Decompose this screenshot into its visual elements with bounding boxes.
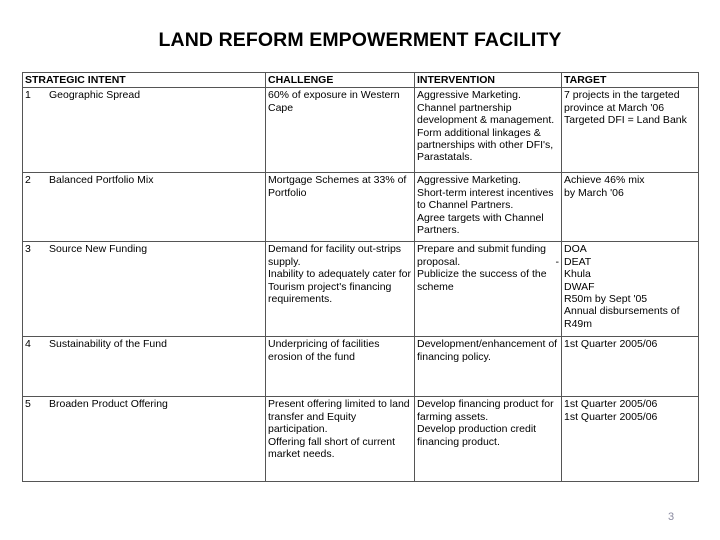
target-cell bbox=[562, 88, 699, 173]
target-line: Achieve 46% mix bbox=[564, 174, 645, 187]
intervention-line: Parastatals. bbox=[417, 151, 473, 164]
target-line: by March '06 bbox=[564, 186, 624, 199]
header-intervention: INTERVENTION bbox=[415, 73, 562, 88]
challenge-line: requirements. bbox=[268, 293, 333, 306]
challenge-cell bbox=[266, 173, 415, 242]
challenge-line: Underpricing of facilities bbox=[268, 338, 380, 351]
challenge-line: supply. bbox=[268, 255, 301, 268]
table-row bbox=[23, 173, 699, 242]
table-header-row bbox=[23, 73, 699, 88]
intervention-line: Aggressive Marketing. bbox=[417, 174, 521, 187]
intervention-line: partnerships with other DFI's, bbox=[417, 139, 554, 152]
intent-cell bbox=[23, 173, 266, 242]
target-line: R50m by Sept '05 bbox=[564, 293, 648, 306]
page-title: LAND REFORM EMPOWERMENT FACILITY bbox=[158, 29, 562, 51]
intervention-line: to Channel Partners. bbox=[417, 199, 514, 212]
intervention-line: Short-term interest incentives bbox=[417, 186, 554, 199]
intent-cell bbox=[23, 337, 266, 397]
challenge-line: participation. bbox=[268, 423, 328, 436]
header-challenge: CHALLENGE bbox=[266, 73, 415, 88]
intervention-cell bbox=[415, 242, 562, 337]
intervention-cell bbox=[415, 88, 562, 173]
target-line: 1st Quarter 2005/06 bbox=[564, 398, 658, 411]
intervention-line: Agree targets with Channel bbox=[417, 211, 544, 224]
row-number: 3 bbox=[25, 243, 31, 256]
row-number: 2 bbox=[25, 174, 31, 187]
challenge-line: erosion of the fund bbox=[268, 350, 355, 363]
table-row bbox=[23, 88, 699, 173]
target-cell bbox=[562, 397, 699, 482]
challenge-cell bbox=[266, 242, 415, 337]
table-row bbox=[23, 337, 699, 397]
challenge-line: 60% of exposure in Western bbox=[268, 89, 400, 102]
table-row bbox=[23, 242, 699, 337]
target-line: Annual disbursements of bbox=[564, 305, 680, 318]
intervention-line: financing policy. bbox=[417, 350, 491, 363]
intent-text: Geographic Spread bbox=[49, 89, 141, 102]
dash-mark: - bbox=[555, 255, 559, 268]
challenge-cell bbox=[266, 88, 415, 173]
header-strategic-intent: STRATEGIC INTENT bbox=[23, 73, 266, 88]
challenge-line: Tourism project's financing bbox=[268, 280, 392, 293]
page-number: 3 bbox=[668, 511, 675, 523]
intervention-line: Channel partnership bbox=[417, 101, 512, 114]
intervention-cell bbox=[415, 397, 562, 482]
intervention-line: Development/enhancement of bbox=[417, 338, 558, 351]
intervention-line: Develop production credit bbox=[417, 423, 537, 436]
target-line: 1st Quarter 2005/06 bbox=[564, 338, 658, 351]
intervention-line: Prepare and submit funding bbox=[417, 243, 546, 256]
intervention-line: scheme bbox=[417, 280, 454, 293]
intervention-cell bbox=[415, 173, 562, 242]
target-line: R49m bbox=[564, 317, 593, 330]
intervention-line: farming assets. bbox=[417, 410, 489, 423]
target-line: 7 projects in the targeted bbox=[564, 89, 680, 102]
row-number: 1 bbox=[25, 89, 31, 102]
row-number: 4 bbox=[25, 338, 31, 351]
intervention-line: Publicize the success of the bbox=[417, 268, 547, 281]
row-number: 5 bbox=[25, 398, 31, 411]
intent-text: Source New Funding bbox=[49, 243, 148, 256]
target-line: DWAF bbox=[564, 280, 595, 293]
intervention-line: development & management. bbox=[417, 114, 555, 127]
challenge-line: Offering fall short of current bbox=[268, 435, 396, 448]
challenge-cell bbox=[266, 337, 415, 397]
intent-text: Sustainability of the Fund bbox=[49, 338, 167, 351]
target-cell bbox=[562, 337, 699, 397]
target-line: DEAT bbox=[564, 255, 592, 268]
challenge-cell bbox=[266, 397, 415, 482]
target-line: DOA bbox=[564, 243, 587, 256]
intervention-line: Form additional linkages & bbox=[417, 126, 541, 139]
target-line: province at March '06 bbox=[564, 101, 665, 114]
target-line: 1st Quarter 2005/06 bbox=[564, 410, 658, 423]
challenge-line: Inability to adequately cater for bbox=[268, 268, 412, 281]
challenge-line: Mortgage Schemes at 33% of bbox=[268, 174, 407, 187]
intervention-cell bbox=[415, 337, 562, 397]
target-line: Targeted DFI = Land Bank bbox=[564, 114, 687, 127]
intent-cell bbox=[23, 397, 266, 482]
target-line: Khula bbox=[564, 268, 591, 281]
header-target: TARGET bbox=[562, 73, 699, 88]
challenge-line: Demand for facility out-strips bbox=[268, 243, 402, 256]
target-cell bbox=[562, 242, 699, 337]
strategy-table bbox=[22, 72, 699, 482]
target-cell bbox=[562, 173, 699, 242]
challenge-line: Cape bbox=[268, 101, 294, 114]
intent-text: Broaden Product Offering bbox=[49, 398, 168, 411]
intent-text: Balanced Portfolio Mix bbox=[49, 174, 154, 187]
intent-cell bbox=[23, 88, 266, 173]
challenge-line: market needs. bbox=[268, 448, 335, 461]
intervention-text: proposal. bbox=[417, 255, 461, 268]
intervention-line: Develop financing product for bbox=[417, 398, 554, 411]
challenge-line: Present offering limited to land bbox=[268, 398, 410, 411]
challenge-line: Portfolio bbox=[268, 186, 307, 199]
intervention-line: Partners. bbox=[417, 224, 460, 237]
intervention-line: Aggressive Marketing. bbox=[417, 89, 521, 102]
intervention-line bbox=[417, 256, 559, 268]
challenge-line: transfer and Equity bbox=[268, 410, 357, 423]
intervention-line: financing product. bbox=[417, 435, 500, 448]
table-row bbox=[23, 397, 699, 482]
intent-cell bbox=[23, 242, 266, 337]
